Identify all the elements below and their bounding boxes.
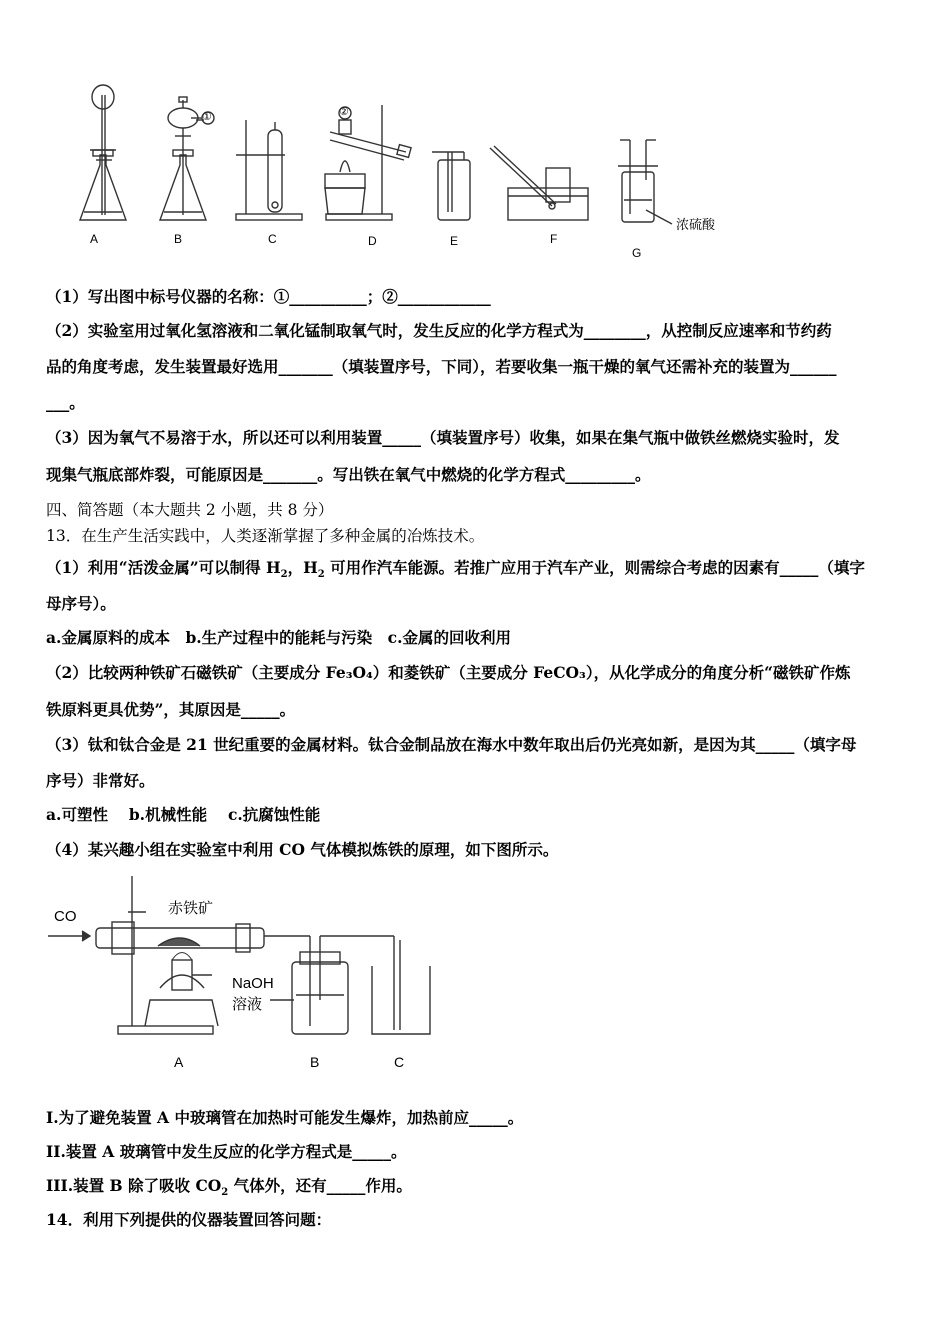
q14-title: 14．利用下列提供的仪器装置回答问题： [46,1210,332,1229]
q13-part1-line2: 母序号）。 [46,594,116,613]
q13-sub-i: I.为了避免装置 A 中玻璃管在加热时可能发生爆炸，加热前应_____。 [46,1108,524,1127]
apparatus-a [80,85,126,220]
q13-sub-ii: II.装置 A 玻璃管中发生反应的化学方程式是_____。 [46,1142,407,1161]
q13-options-1: a.金属原料的成本 b.生产过程中的能耗与污染 c.金属的回收利用 [46,628,512,647]
apparatus-f [490,146,588,220]
q13-part2-line1: （2）比较两种铁矿石磁铁矿（主要成分 Fe₃O₄）和菱铁矿（主要成分 FeCO₃），从化学成分的角度分析“磁铁矿作炼 [46,663,851,682]
smelting-figure [0,870,950,1070]
q13-part3-line1: （3）钛和钛合金是 21 世纪重要的金属材料。钛合金制品放在海水中数年取出后仍光亮如新，是因为其_____（填字母 [46,735,857,754]
q13-part1-line1: （1）利用“活泼金属”可以制得 $H_2$，$H_2$ 可用作汽车能源。若推广应用于汽车产业，则需综合考虑的因素有_____（填字 [46,558,865,581]
q12-part2-line3: ___。 [46,393,85,412]
section-heading: 四、简答题（本大题共 2 小题，共 8 分） [46,501,334,519]
label-d: D [368,234,377,248]
fig2-label-a: A [174,1054,184,1070]
label-c: C [268,232,277,246]
q13-part4: （4）某兴趣小组在实验室中利用 CO 气体模拟炼铁的原理，如下图所示。 [46,840,559,859]
q12-part2-line2: 品的角度考虑，发生装置最好选用_______（填装置序号，下同），若要收集一瓶干燥的氧气还需补充的装置为______ [46,357,837,376]
q13-part2-line2: 铁原料更具优势”，其原因是_____。 [46,700,296,719]
q13-title: 13．在生产生活实践中，人类逐渐掌握了多种金属的冶炼技术。 [46,527,485,545]
apparatus-b [160,97,206,220]
q12-part3-line1: （3）因为氧气不易溶于水，所以还可以利用装置_____（填装置序号）收集，如果在集气瓶中做铁丝燃烧实验时，发 [46,428,840,447]
apparatus-g [618,140,672,224]
marker-2: ② [339,106,349,118]
solution-label: 溶液 [232,996,263,1013]
q12-part3-line2: 现集气瓶底部炸裂，可能原因是_______。写出铁在氧气中燃烧的化学方程式_________。 [46,465,651,484]
naoh-label: NaOH [232,975,274,992]
q13-options-3: a.可塑性 b.机械性能 c.抗腐蚀性能 [46,805,321,824]
apparatus-c [236,120,302,220]
apparatus-d [325,105,411,220]
acid-label: 浓硫酸 [676,217,716,232]
fig2-label-b: B [310,1054,320,1070]
ore-label: 赤铁矿 [168,900,214,917]
apparatus-figure [0,0,950,270]
label-e: E [450,234,459,248]
label-a: A [90,232,99,246]
fig2-label-c: C [394,1054,405,1070]
q13-part3-line2: 序号）非常好。 [46,771,155,790]
q12-part1: （1）写出图中标号仪器的名称：①__________；②____________ [46,287,491,306]
q12-part2-line1: （2）实验室用过氧化氢溶液和二氧化锰制取氧气时，发生反应的化学方程式为________，从控制反应速率和节约药 [46,321,832,340]
label-g: G [632,246,642,260]
label-b: B [174,232,183,246]
marker-1: ① [202,111,212,123]
label-f: F [550,232,558,246]
q13-sub-iii: III.装置 B 除了吸收 $CO_2$ 气体外，还有_____作用。 [46,1176,412,1199]
apparatus-e [432,152,470,220]
co-label: CO [54,908,77,925]
